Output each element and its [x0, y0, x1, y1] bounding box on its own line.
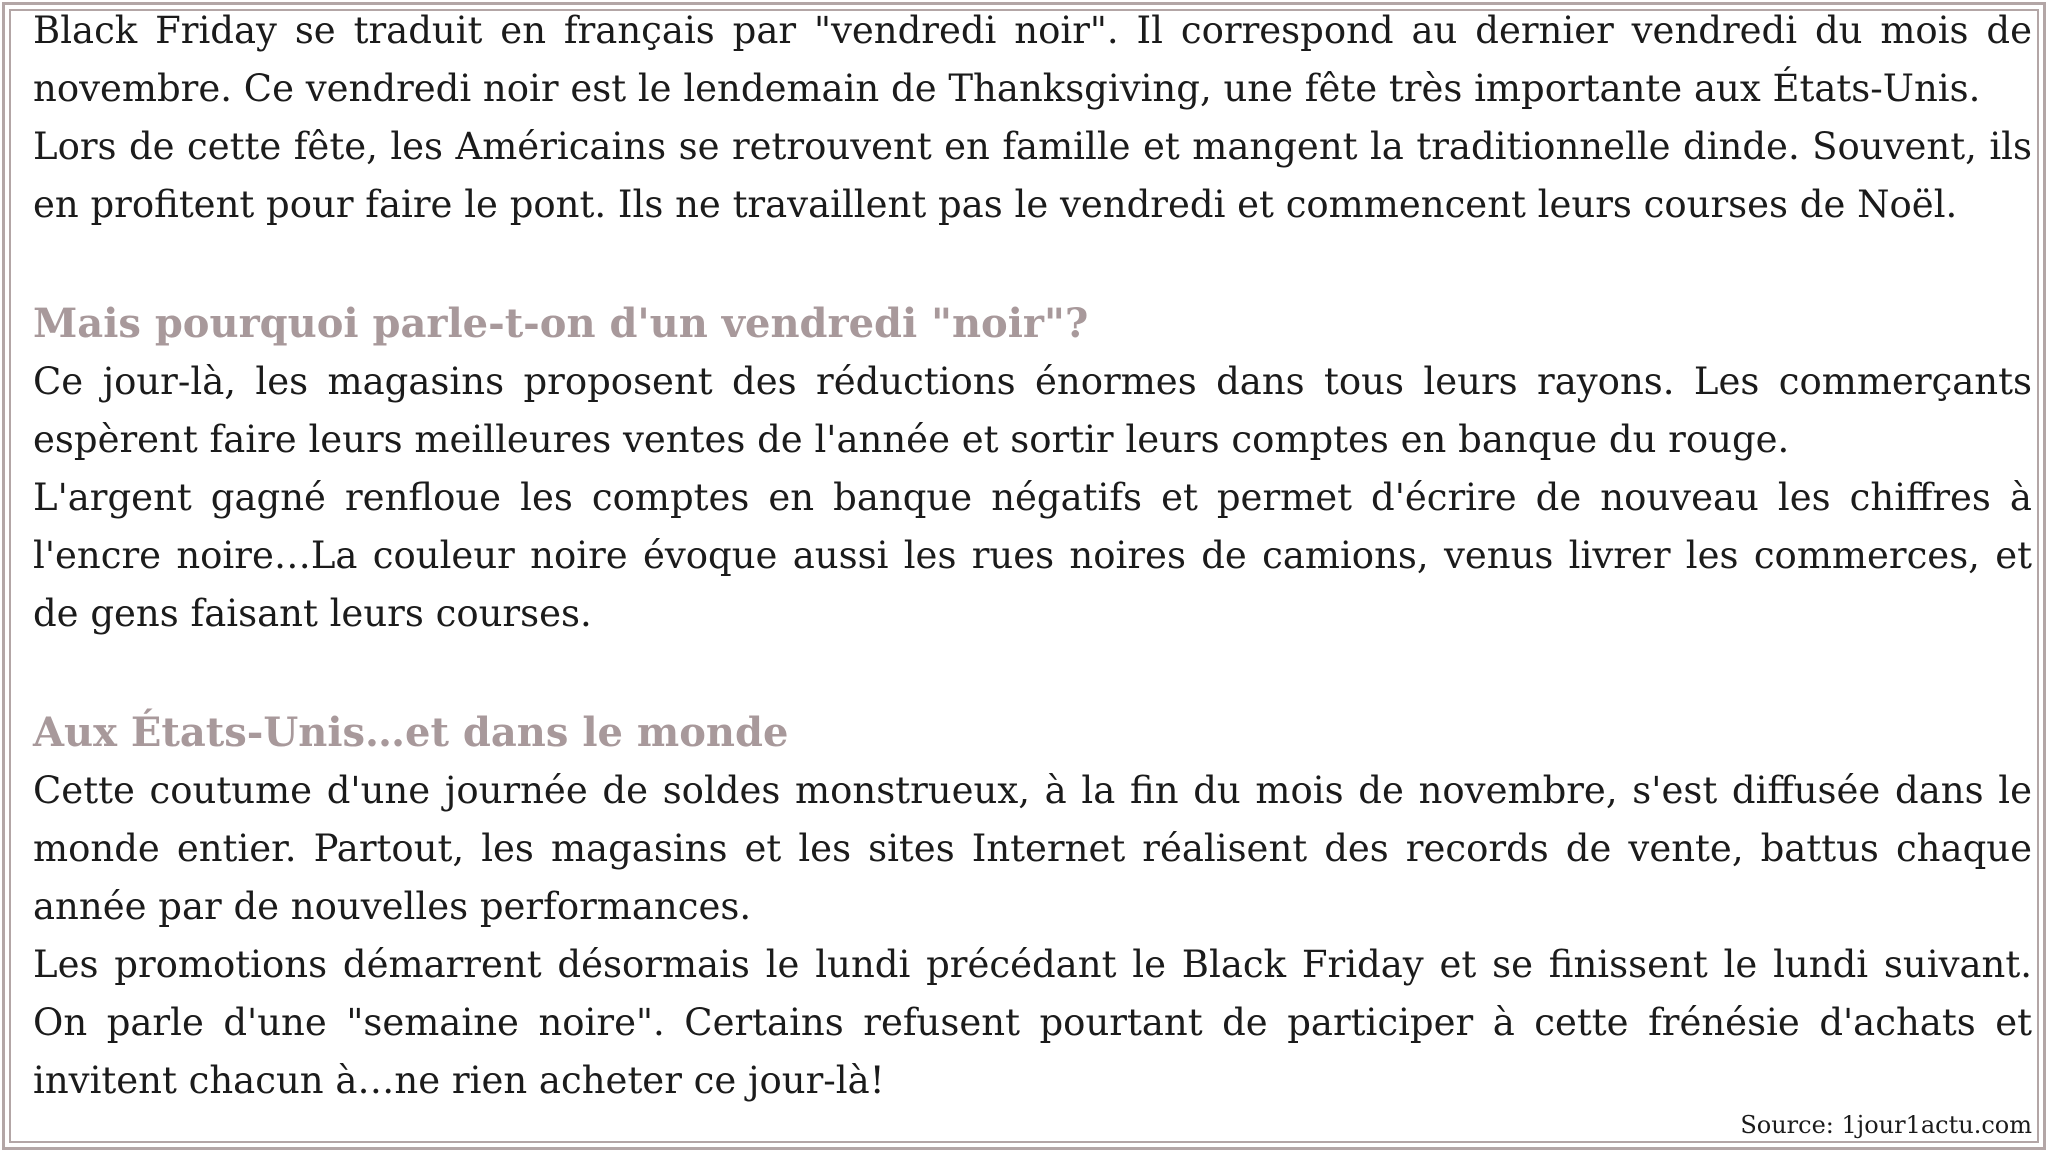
- section1-paragraph-2: L'argent gagné renfloue les comptes en banque négatifs et permet d'écrire de nouveau les chiffres à l'encre noire…La couleur noire évoque aussi les rues noires de camions, venus livrer les commerces, et de gens faisant leurs courses.: [33, 476, 2032, 635]
- section2-paragraph-2: Les promotions démarrent désormais le lundi précédant le Black Friday et se finissent le lundi suivant. On parle d'une "semaine noire". Certains refusent pourtant de participer à cette frénésie d'achats et invitent chacun à…ne rien acheter ce jour-là!: [33, 943, 2032, 1102]
- section1-paragraph-1: Ce jour-là, les magasins proposent des réductions énormes dans tous leurs rayons. Les commerçants espèrent faire leurs meilleures ventes de l'année et sortir leurs comptes en banque du rouge.: [33, 360, 2032, 461]
- source-credit: Source: 1jour1actu.com: [1740, 1111, 2032, 1139]
- article-body: [33, 2, 2032, 1110]
- intro-paragraph-2: Lors de cette fête, les Américains se retrouvent en famille et mangent la traditionnelle dinde. Souvent, ils en profitent pour faire le pont. Ils ne travaillent pas le vendredi et commencent leurs courses de Noël.: [33, 125, 2032, 226]
- section-heading-why-black: Mais pourquoi parle-t-on d'un vendredi "noir"?: [33, 300, 1089, 347]
- intro-paragraph-1: Black Friday se traduit en français par "vendredi noir". Il correspond au dernier vendredi du mois de novembre. Ce vendredi noir est le lendemain de Thanksgiving, une fête très importante aux États-Unis.: [33, 9, 2032, 110]
- section-spacer: [33, 643, 2032, 701]
- section-spacer: [33, 234, 2032, 292]
- section2-paragraph-1: Cette coutume d'une journée de soldes monstrueux, à la fin du mois de novembre, s'est diffusée dans le monde entier. Partout, les magasins et les sites Internet réalisent des records de vente, battus chaque année par de nouvelles performances.: [33, 769, 2032, 928]
- section-heading-worldwide: Aux États-Unis…et dans le monde: [33, 709, 789, 756]
